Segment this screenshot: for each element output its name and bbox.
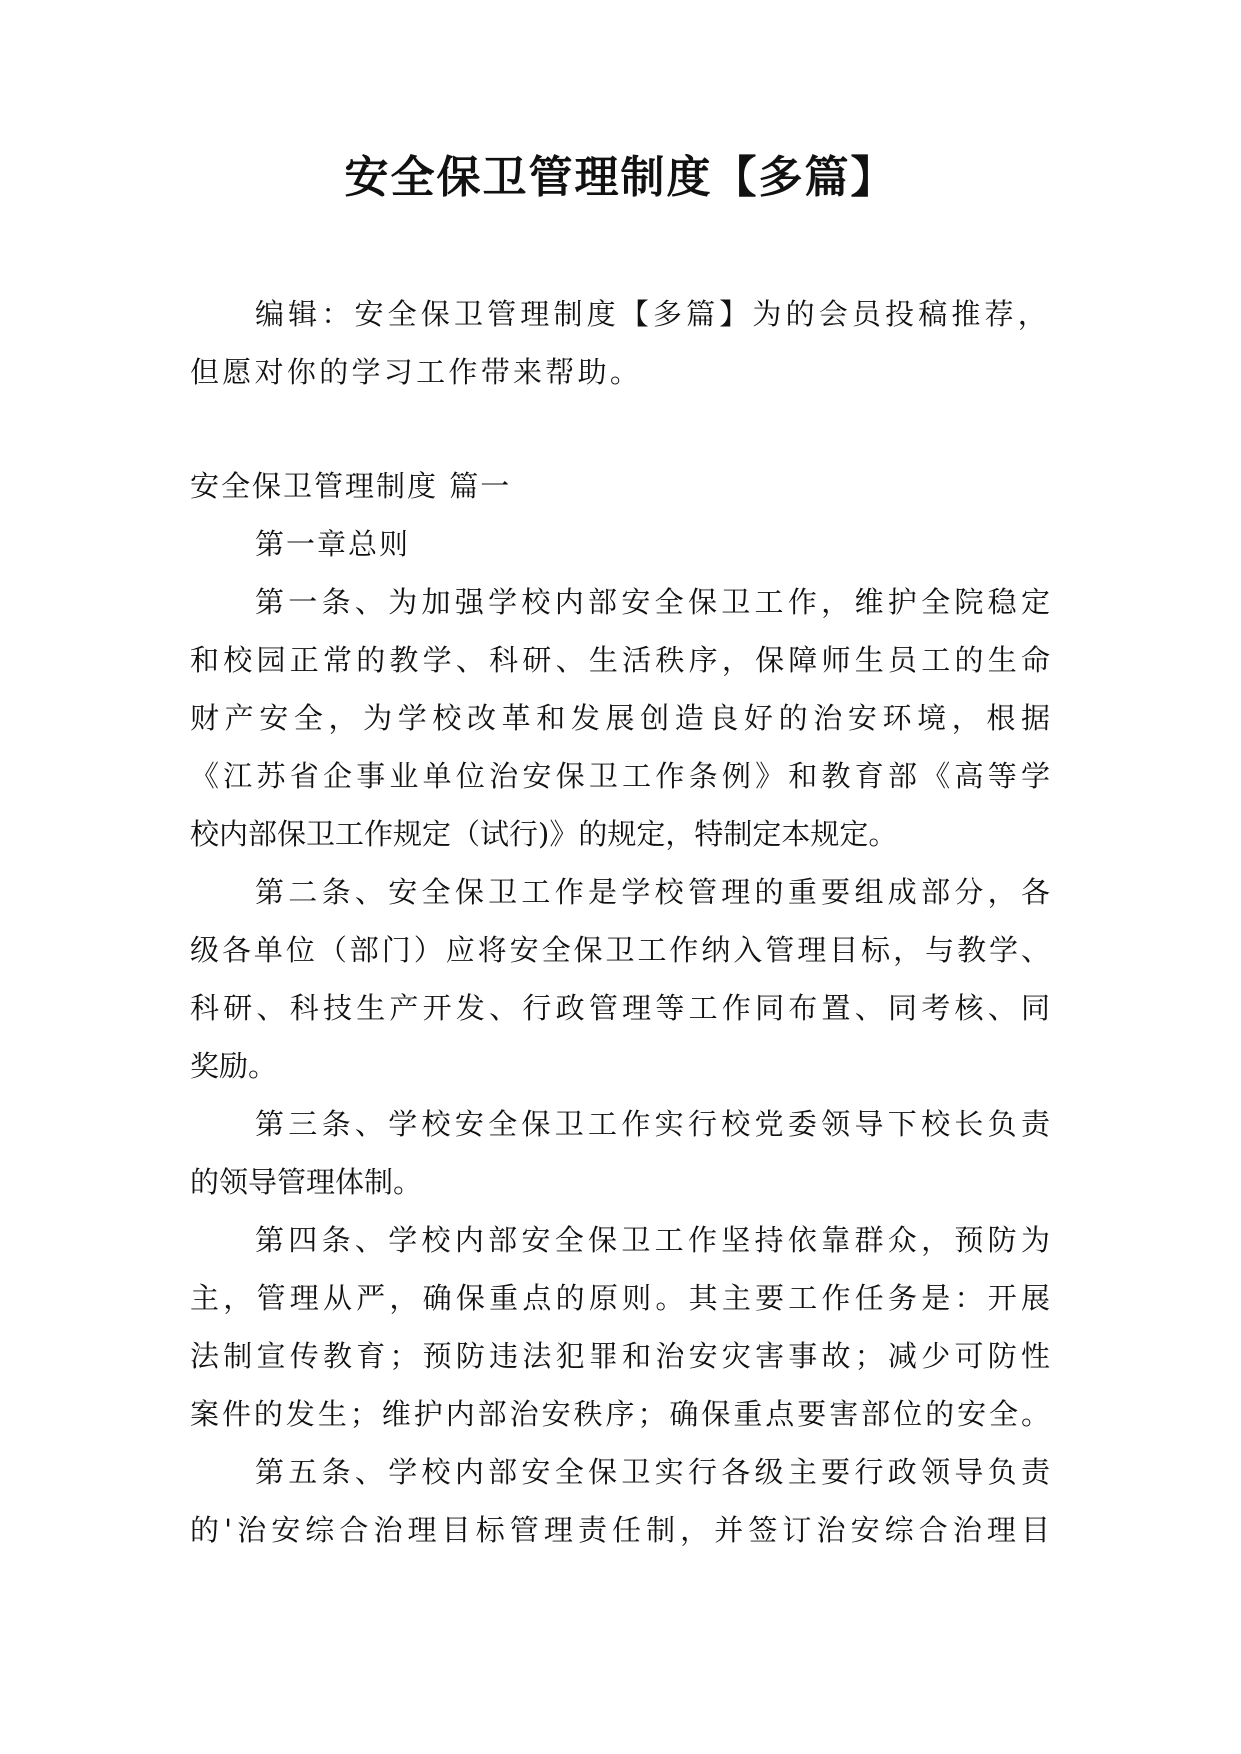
section-heading: 安全保卫管理制度 篇一	[190, 469, 512, 503]
article-5-line-2: 的'治安综合治理目标管理责任制，并签订治安综合治理目	[190, 1513, 1050, 1547]
article-4-line-4: 案件的发生；维护内部治安秩序；确保重点要害部位的安全。	[190, 1397, 1050, 1431]
document-title: 安全保卫管理制度【多篇】	[344, 152, 897, 203]
chapter-heading: 第一章总则	[255, 527, 411, 561]
article-5-line-1: 第五条、学校内部安全保卫实行各级主要行政领导负责	[255, 1455, 1050, 1489]
intro-line-2: 但愿对你的学习工作带来帮助。	[190, 355, 643, 389]
article-1-line-5: 校内部保卫工作规定（试行)》的规定，特制定本规定。	[190, 817, 898, 851]
article-2-line-2: 级各单位（部门）应将安全保卫工作纳入管理目标，与教学、	[190, 933, 1050, 967]
article-3-line-2: 的领导管理体制。	[190, 1165, 423, 1199]
article-3-line-1: 第三条、学校安全保卫工作实行校党委领导下校长负责	[255, 1107, 1050, 1141]
article-1-line-2: 和校园正常的教学、科研、生活秩序，保障师生员工的生命	[190, 643, 1050, 677]
article-1-line-1: 第一条、为加强学校内部安全保卫工作，维护全院稳定	[255, 585, 1050, 619]
article-2-line-3: 科研、科技生产开发、行政管理等工作同布置、同考核、同	[190, 991, 1050, 1025]
article-4-line-3: 法制宣传教育；预防违法犯罪和治安灾害事故；减少可防性	[190, 1339, 1050, 1373]
article-2-line-4: 奖励。	[190, 1049, 278, 1083]
intro-line-1: 编辑：安全保卫管理制度【多篇】为的会员投稿推荐，	[255, 297, 1050, 331]
article-4-line-2: 主，管理从严，确保重点的原则。其主要工作任务是：开展	[190, 1281, 1050, 1315]
article-1-line-4: 《江苏省企事业单位治安保卫工作条例》和教育部《高等学	[190, 759, 1050, 793]
article-1-line-3: 财产安全，为学校改革和发展创造良好的治安环境，根据	[190, 701, 1050, 735]
article-4-line-1: 第四条、学校内部安全保卫工作坚持依靠群众，预防为	[255, 1223, 1050, 1257]
article-2-line-1: 第二条、安全保卫工作是学校管理的重要组成部分，各	[255, 875, 1050, 909]
